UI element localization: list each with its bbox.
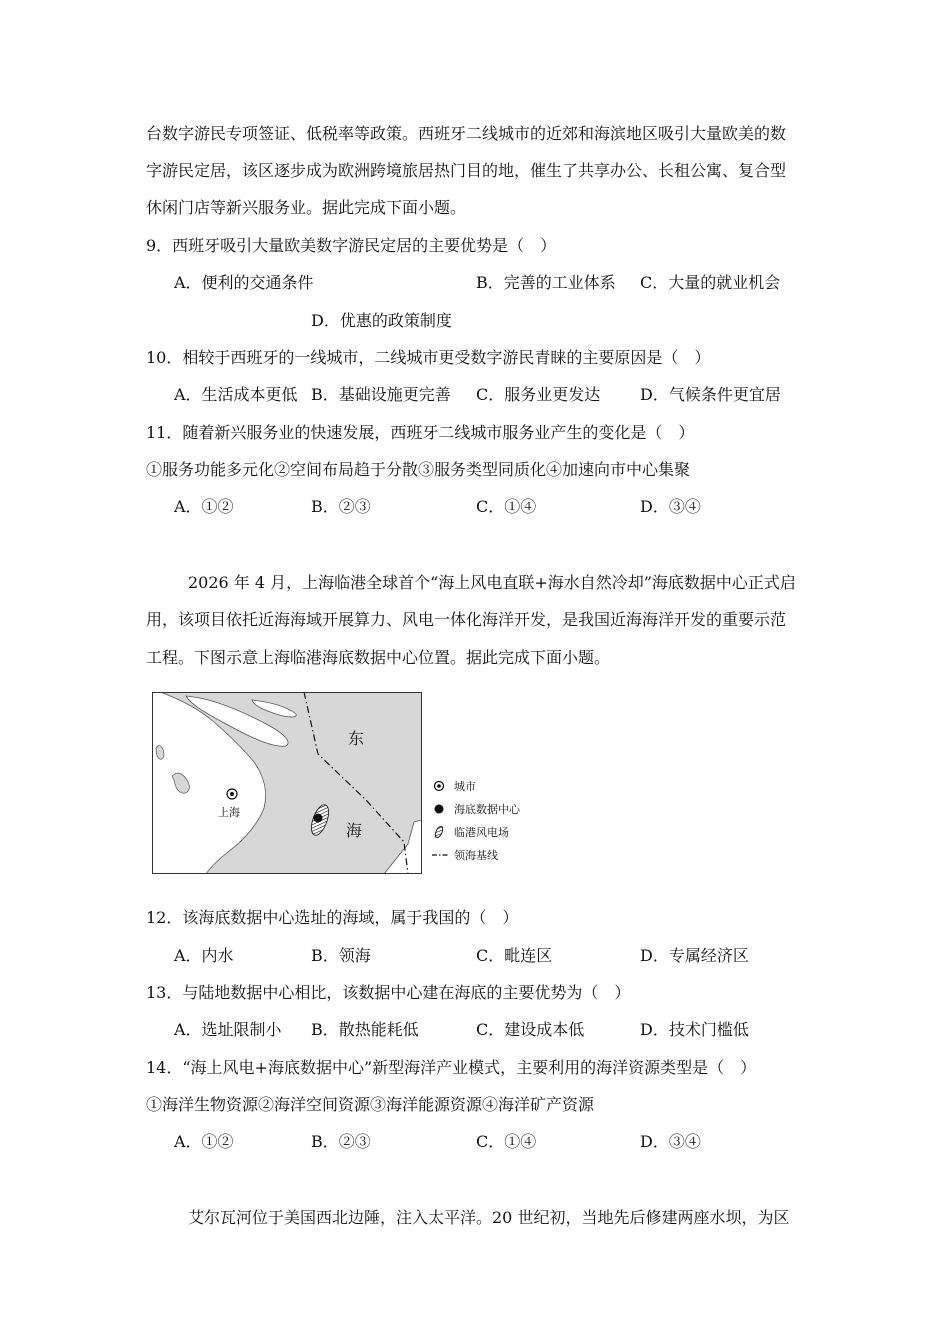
q12-option-c: C．毗连区 — [476, 946, 553, 965]
q13-option-d: D．技术门槛低 — [640, 1020, 749, 1039]
q12-option-d: D．专属经济区 — [640, 946, 749, 965]
q11-items: ①服务功能多元化②空间布局趋于分散③服务类型同质化④加速向市中心集聚 — [146, 460, 691, 479]
q14-option-c: C．①④ — [476, 1132, 537, 1151]
q9-option-a: A．便利的交通条件 — [174, 273, 314, 292]
q12-option-a: A．内水 — [174, 946, 234, 965]
label-east: 东 — [348, 729, 365, 748]
q11-stem: 11．随着新兴服务业的快速发展，西班牙二线城市服务业产生的变化是（ ） — [146, 423, 695, 442]
q10-stem: 10．相较于西班牙的一线城市，二线城市更受数字游民青睐的主要原因是（ ） — [146, 348, 711, 367]
legend-datacenter: 海底数据中心 — [432, 801, 520, 817]
datacenter-symbol-icon — [432, 802, 448, 816]
q13-option-b: B．散热能耗低 — [311, 1020, 419, 1039]
map-legend — [432, 778, 562, 870]
legend-windfarm: 临港风电场 — [432, 824, 509, 840]
q14-option-b: B．②③ — [311, 1132, 371, 1151]
intro2-line3: 工程。下图示意上海临港海底数据中心位置。据此完成下面小题。 — [146, 648, 611, 667]
q14-items: ①海洋生物资源②海洋空间资源③海洋能源资源④海洋矿产资源 — [146, 1095, 595, 1114]
q14-stem: 14．“海上风电+海底数据中心”新型海洋产业模式，主要利用的海洋资源类型是（ ） — [146, 1058, 757, 1077]
legend-baseline: 领海基线 — [432, 847, 498, 863]
location-map — [152, 692, 422, 874]
q10-option-b: B．基础设施更完善 — [311, 385, 451, 404]
intro2-line2: 用，该项目依托近海海域开展算力、风电一体化海洋开发，是我国近海海洋开发的重要示范 — [146, 610, 787, 629]
q11-option-b: B．②③ — [311, 497, 371, 516]
legend-city: 城市 — [432, 778, 476, 794]
q11-option-a: A．①② — [174, 497, 234, 516]
q9-option-d: D．优惠的政策制度 — [311, 311, 452, 330]
q9-option-c: C．大量的就业机会 — [640, 273, 781, 292]
q11-option-c: C．①④ — [476, 497, 537, 516]
q9-option-b: B．完善的工业体系 — [476, 273, 616, 292]
q13-stem: 13．与陆地数据中心相比，该数据中心建在海底的主要优势为（ ） — [146, 983, 631, 1002]
city-symbol-icon — [432, 779, 448, 793]
intro3-line1: 艾尔瓦河位于美国西北边陲，注入太平洋。20 世纪初，当地先后修建两座水坝，为区 — [188, 1208, 790, 1227]
data-center-dot — [314, 814, 323, 823]
q13-option-a: A．选址限制小 — [174, 1020, 282, 1039]
windfarm-symbol-icon — [432, 825, 448, 839]
intro1-line3: 休闲门店等新兴服务业。据此完成下面小题。 — [146, 198, 467, 217]
q12-stem: 12．该海底数据中心选址的海域，属于我国的（ ） — [146, 908, 519, 927]
map-canvas — [152, 692, 422, 874]
label-shanghai: 上海 — [218, 806, 240, 819]
q12-option-b: B．领海 — [311, 946, 371, 965]
q10-option-d: D．气候条件更宜居 — [640, 385, 781, 404]
baseline-symbol-icon — [432, 848, 448, 862]
intro2-line1: 2026 年 4 月，上海临港全球首个“海上风电直联+海水自然冷却”海底数据中心正式启 — [188, 573, 796, 592]
intro1-line2: 字游民定居，该区逐步成为欧洲跨境旅居热门目的地，催生了共享办公、长租公寓、复合型 — [146, 161, 787, 180]
q13-option-c: C．建设成本低 — [476, 1020, 585, 1039]
q10-option-c: C．服务业更发达 — [476, 385, 601, 404]
q14-option-a: A．①② — [174, 1132, 234, 1151]
intro1-line1: 台数字游民专项签证、低税率等政策。西班牙二线城市的近郊和海滨地区吸引大量欧美的数 — [146, 124, 787, 143]
label-sea: 海 — [346, 821, 363, 840]
q11-option-d: D．③④ — [640, 497, 701, 516]
q10-option-a: A．生活成本更低 — [174, 385, 298, 404]
q14-option-d: D．③④ — [640, 1132, 701, 1151]
q9-stem: 9．西班牙吸引大量欧美数字游民定居的主要优势是（ ） — [146, 236, 557, 255]
